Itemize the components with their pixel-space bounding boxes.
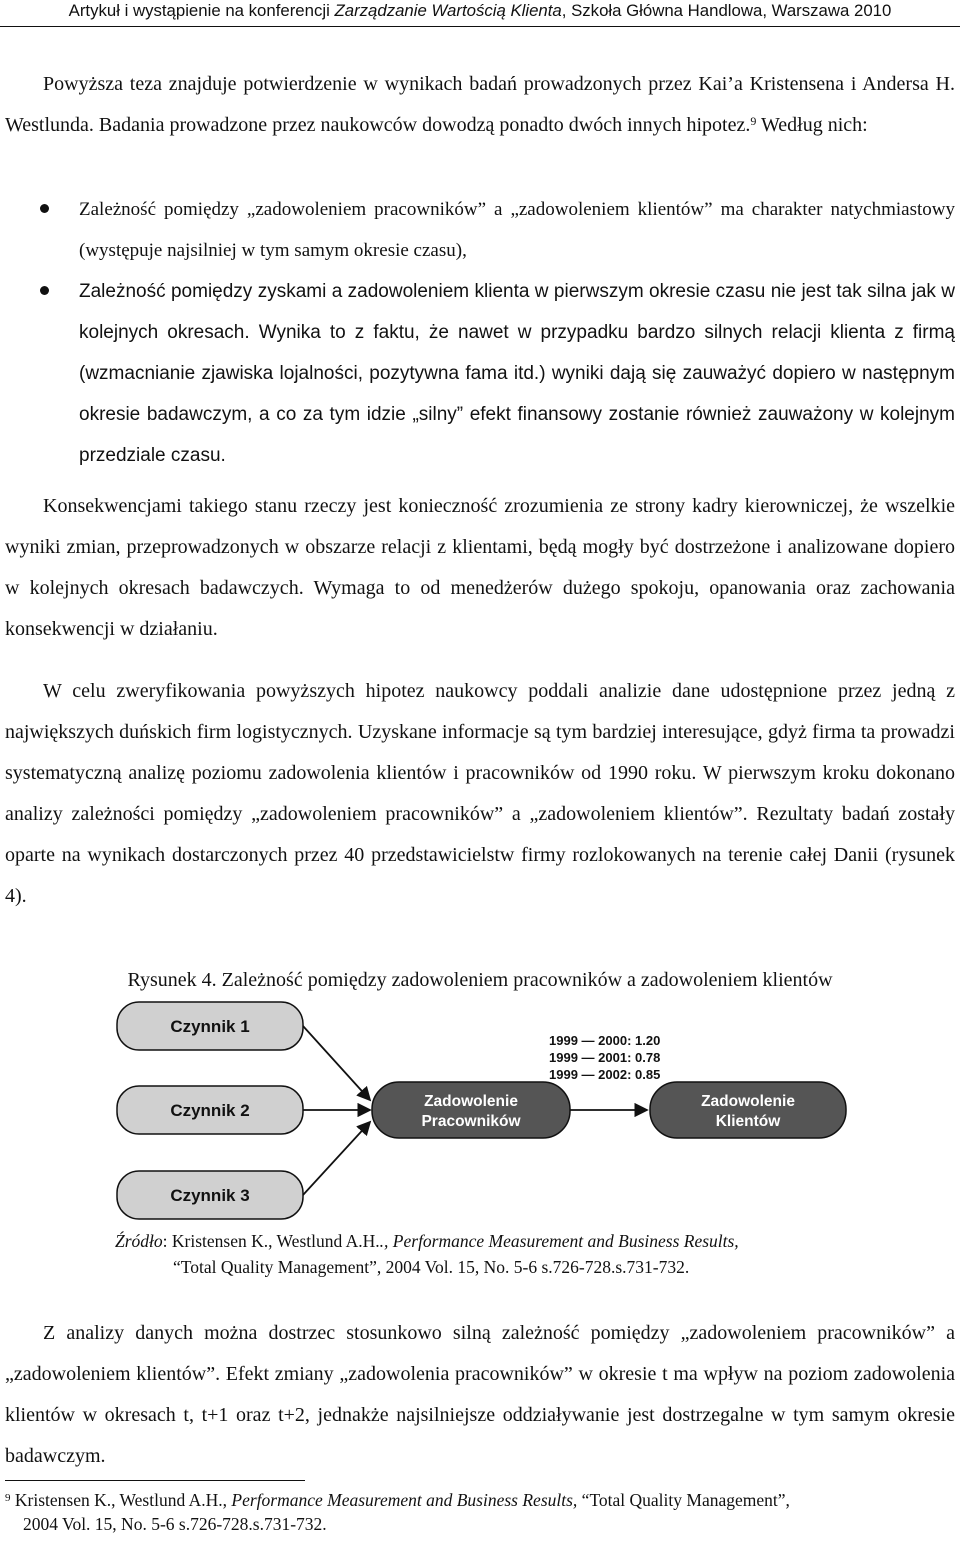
intro-paragraph <box>5 64 955 146</box>
source-authors: : Kristensen K., Westlund A.H. <box>162 1231 380 1251</box>
bullet-text: Zależność pomiędzy zyskami a zadowoleniem klienta w pierwszym okresie czasu nie jest tak silna jak w kolejnych okresach. Wynika to z faktu, że nawet w przypadku bardzo silnych relacji klienta z firmą (wzmacnianie zjawiska lojalności, pozytywna fama itd.) wyniki dają się zauważyć dopiero w następnym okresie badawczym, a co za tym idzie „silny” efekt finansowy zostanie również zauważony w kolejnym przedziale czasu. <box>79 281 955 466</box>
bullet-icon <box>40 204 49 213</box>
figure-source <box>115 1228 915 1280</box>
employee-satisfaction-box <box>372 1082 570 1138</box>
figure-caption: Rysunek 4. Zależność pomiędzy zadowoleniem pracowników a zadowoleniem klientów <box>127 969 833 991</box>
header-conference-name: Zarządzanie Wartością Klienta <box>334 1 562 20</box>
hypotheses-list <box>0 189 960 476</box>
arrow-factor-3 <box>303 1122 370 1195</box>
client-satisfaction-box <box>650 1082 846 1138</box>
correlation-diagram <box>0 995 960 1220</box>
client-label-line2: Klientów <box>715 1113 781 1130</box>
factor-3-box <box>117 1171 303 1219</box>
list-item <box>0 189 960 271</box>
header-prefix: Artykuł i wystąpienie na konferencji <box>68 1 335 20</box>
analysis-paragraph: Z analizy danych można dostrzec stosunkowo silną zależność pomiędzy „zadowoleniem pracowników” a „zadowoleniem klientów”. Efekt zmiany „zadowolenia pracowników” w okresie t ma wpływ na poziom zadowolenia klientów w okresach t, t+1 oraz t+2, jednakże najsilniejsze oddziaływanie jest dostrzegalne w tym samym okresie badawczym. <box>5 1322 955 1467</box>
footnote-journal: “Total Quality Management”, <box>577 1490 790 1510</box>
source-line1 <box>115 1228 915 1254</box>
footnote-line2: 2004 Vol. 15, No. 5-6 s.726-728.s.731-732. <box>23 1514 327 1534</box>
footnote-divider <box>5 1480 305 1481</box>
employee-label-line2: Pracowników <box>421 1113 521 1130</box>
factor-2-box <box>117 1086 303 1134</box>
footnote-authors: Kristensen K., Westlund A.H., <box>10 1490 232 1510</box>
factor-1-label: Czynnik 1 <box>170 1017 250 1036</box>
running-header <box>0 0 960 27</box>
correlation-2002: 1999 — 2002: 0.85 <box>549 1067 661 1082</box>
verification-paragraph: W celu zweryfikowania powyższych hipotez naukowcy poddali analizie dane udostępnione przez jedną z największych duńskich firm logistycznych. Uzyskane informacje są tym bardziej interesujące, gdyż firma ta prowadzi systematyczną analizę poziomu zadowolenia klientów i pracowników od 1990 roku. W pierwszym kroku dokonano analizy zależności pomiędzy „zadowoleniem pracowników” a „zadowoleniem klientów”. Rezultaty badań zostały oparte na wynikach dostarczonych przez 40 przedstawicielstw firmy rozlokowanych na terenie całej Danii (rysunek 4). <box>5 680 955 907</box>
source-title: ., Performance Measurement and Business Results, <box>379 1231 739 1251</box>
correlation-2001: 1999 — 2001: 0.78 <box>549 1050 661 1065</box>
footnote-9 <box>5 1488 955 1536</box>
consequences-paragraph: Konsekwencjami takiego stanu rzeczy jest konieczność zrozumienia ze strony kadry kierowniczej, że wszelkie wyniki zmian, przeprowadzonych w obszarze relacji z klientami, będą mogły być dostrzeżone i analizowane dopiero w kolejnych okresach badawczych. Wymaga to od menedżerów dużego spokoju, opanowania oraz zachowania konsekwencji w działaniu. <box>5 495 955 640</box>
intro-text: Powyższa teza znajduje potwierdzenie w wynikach badań prowadzonych przez Kai’a Kristensena i Andersa H. Westlunda. Badania prowadzone przez naukowców dowodzą ponadto dwóch innych hipotez. <box>5 73 955 136</box>
factor-2-label: Czynnik 2 <box>170 1101 250 1120</box>
source-line2: “Total Quality Management”, 2004 Vol. 15, No. 5-6 s.726-728.s.731-732. <box>173 1257 690 1277</box>
footnote-line1 <box>5 1488 955 1512</box>
client-label-line1: Zadowolenie <box>701 1093 795 1110</box>
source-label: Źródło <box>115 1231 163 1251</box>
list-item <box>0 271 960 476</box>
correlation-values <box>549 1033 660 1082</box>
intro-after: Według nich: <box>756 114 868 136</box>
footnote-reference[interactable]: 9 <box>750 114 757 128</box>
employee-label-line1: Zadowolenie <box>424 1093 518 1110</box>
arrow-factor-1 <box>303 1026 370 1100</box>
factor-3-label: Czynnik 3 <box>170 1186 250 1205</box>
correlation-2000: 1999 — 2000: 1.20 <box>549 1033 661 1048</box>
bullet-text: Zależność pomiędzy „zadowoleniem pracowników” a „zadowoleniem klientów” ma charakter natychmiastowy (występuje najsilniej w tym samym okresie czasu), <box>79 199 955 261</box>
footnote-number: 9 <box>5 1492 11 1504</box>
factor-1-box <box>117 1002 303 1050</box>
header-suffix: , Szkoła Główna Handlowa, Warszawa 2010 <box>561 1 892 20</box>
footnote-title: Performance Measurement and Business Results, <box>231 1490 578 1510</box>
bullet-icon <box>40 286 49 295</box>
